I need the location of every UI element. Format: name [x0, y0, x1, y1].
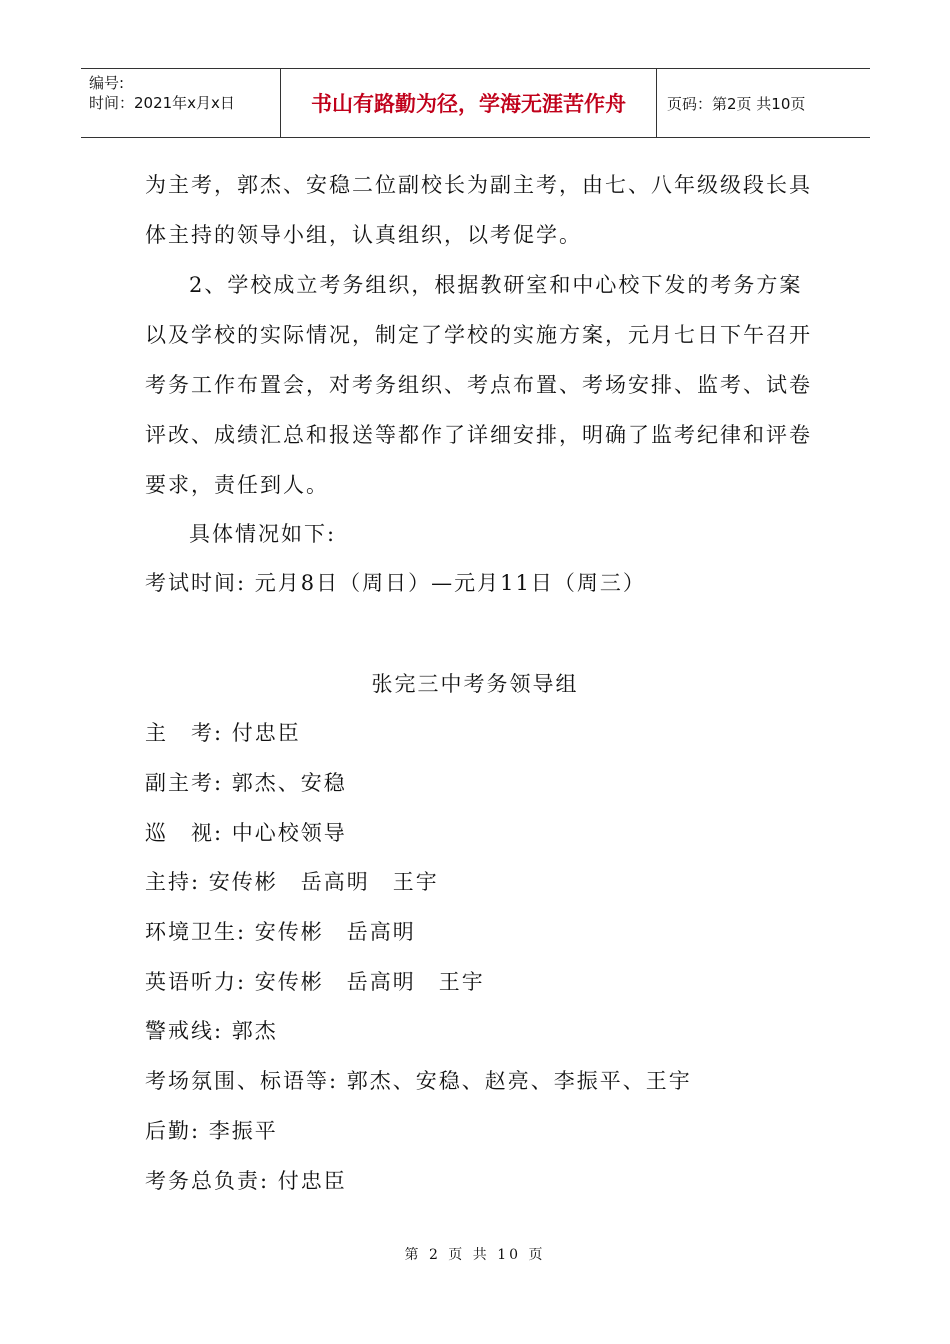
header-time: 时间：2021年x月x日: [89, 94, 235, 112]
role-line: 环境卫生: 安传彬 岳高明: [145, 920, 416, 944]
paragraph-line: 考试时间: 元月8日（周日）—元月11日（周三）: [145, 571, 646, 595]
role-line: 英语听力: 安传彬 岳高明 王宇: [145, 970, 485, 994]
role-line: 考场氛围、标语等: 郭杰、安稳、赵亮、李振平、王宇: [145, 1069, 692, 1093]
role-line: 副主考: 郭杰、安稳: [145, 771, 347, 795]
paragraph-line: 评改、成绩汇总和报送等都作了详细安排，明确了监考纪律和评卷: [145, 423, 812, 447]
paragraph-line: 考务工作布置会，对考务组织、考点布置、考场安排、监考、试卷: [145, 373, 812, 397]
page-header: [81, 68, 870, 138]
header-meta: [81, 69, 281, 137]
section-title: 张完三中考务领导组: [371, 672, 579, 696]
role-line: 考务总负责: 付忠臣: [145, 1169, 347, 1193]
paragraph-line: 体主持的领导小组，认真组织，以考促学。: [145, 223, 582, 247]
paragraph-line: 要求，责任到人。: [145, 473, 329, 497]
paragraph-line: 为主考，郭杰、安稳二位副校长为副主考，由七、八年级级段长具: [145, 173, 812, 197]
role-line: 主 考: 付忠臣: [145, 721, 301, 745]
role-line: 后勤: 李振平: [145, 1119, 278, 1143]
role-line: 警戒线: 郭杰: [145, 1019, 278, 1043]
page-footer: 第 2 页 共 10 页: [404, 1247, 546, 1263]
role-line: 巡 视: 中心校领导: [145, 821, 347, 845]
paragraph-line: 具体情况如下:: [189, 522, 337, 546]
header-motto: 书山有路勤为径，学海无涯苦作舟: [281, 69, 657, 137]
role-line: 主持: 安传彬 岳高明 王宇: [145, 870, 439, 894]
paragraph-line: 以及学校的实际情况，制定了学校的实施方案，元月七日下午召开: [145, 323, 812, 347]
paragraph-line: 2、学校成立考务组织，根据教研室和中心校下发的考务方案: [189, 273, 803, 297]
header-page: 页码：第2页 共10页: [667, 94, 806, 113]
header-number: 编号:: [89, 74, 125, 92]
